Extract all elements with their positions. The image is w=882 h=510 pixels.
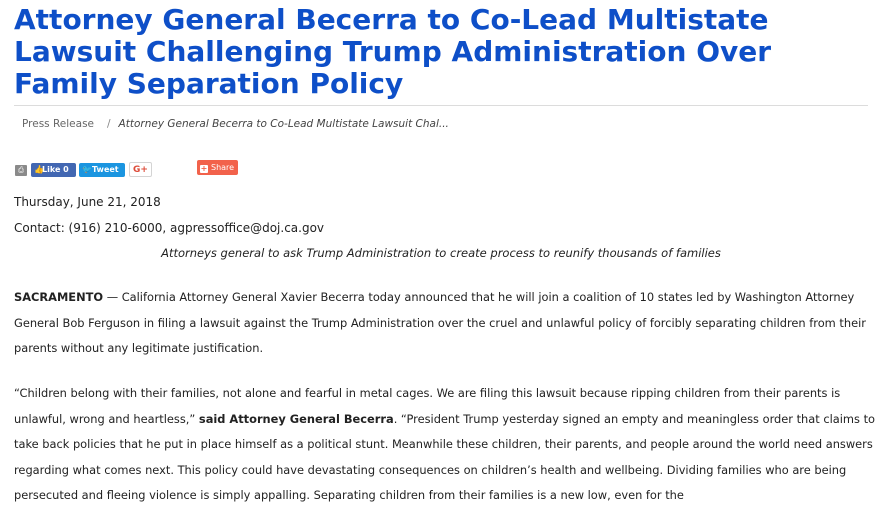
tweet-label: Tweet <box>91 165 119 174</box>
plus-icon: + <box>200 164 208 173</box>
paragraph-1-text: — California Attorney General Xavier Becerra today announced that he will join a coalition of 10 states led by Washington Attorney General Bob Ferguson in filing a lawsuit against the Trump Administration over the cruel and unlawful policy of forcibly separating children from their parents without any legitimate justification. <box>14 290 866 355</box>
share-label: Share <box>211 163 235 172</box>
twitter-bird-icon: 🐦 <box>82 165 92 174</box>
facebook-like-button[interactable] <box>31 163 76 177</box>
facebook-like-label: Like 0 <box>42 165 69 174</box>
breadcrumb-current: Attorney General Becerra to Co-Lead Multistate Lawsuit Chal... <box>118 118 449 130</box>
breadcrumb-separator: / <box>107 118 111 130</box>
page-title: Attorney General Becerra to Co-Lead Multistate Lawsuit Challenging Trump Administration Over Family Separation Policy <box>14 3 772 100</box>
share-button[interactable] <box>197 160 238 175</box>
print-icon[interactable]: ⎙ <box>15 165 27 176</box>
article-subtitle: Attorneys general to ask Trump Administration to create process to reunify thousands of families <box>161 246 721 260</box>
share-toolbar <box>15 160 275 180</box>
paragraph-2-text-b: . “President Trump yesterday signed an empty and meaningless order that claims to take back policies that he put in place himself as a political stunt. Meanwhile these children, their parents, and people around the world need answers regarding what comes next. This policy could have devastating consequences on children’s health and wellbeing. Dividing families who are being persecuted and fleeing violence is simply appalling. Separating children from their families is a new low, even for the <box>14 411 876 502</box>
title-divider <box>14 105 868 106</box>
breadcrumb-link-press-release[interactable]: Press Release <box>22 118 94 130</box>
contact-info: Contact: (916) 210-6000, agpressoffice@doj.ca.gov <box>14 221 325 235</box>
paragraph-2-text-a: “Children belong with their families, not alone and fearful in metal cages. We are filing this lawsuit because ripping children from their parents is unlawful, wrong and heartless,” <box>14 386 841 426</box>
breadcrumb <box>22 117 449 131</box>
article-paragraph-1 <box>14 285 876 362</box>
dateline: SACRAMENTO <box>14 290 104 304</box>
thumbs-up-icon: 👍 <box>34 165 44 174</box>
article-paragraph-2 <box>14 381 876 509</box>
release-date: Thursday, June 21, 2018 <box>14 195 161 209</box>
tweet-button[interactable] <box>79 163 125 177</box>
paragraph-2-attribution: said Attorney General Becerra <box>198 411 394 426</box>
google-plus-button[interactable]: G+ <box>129 162 152 177</box>
